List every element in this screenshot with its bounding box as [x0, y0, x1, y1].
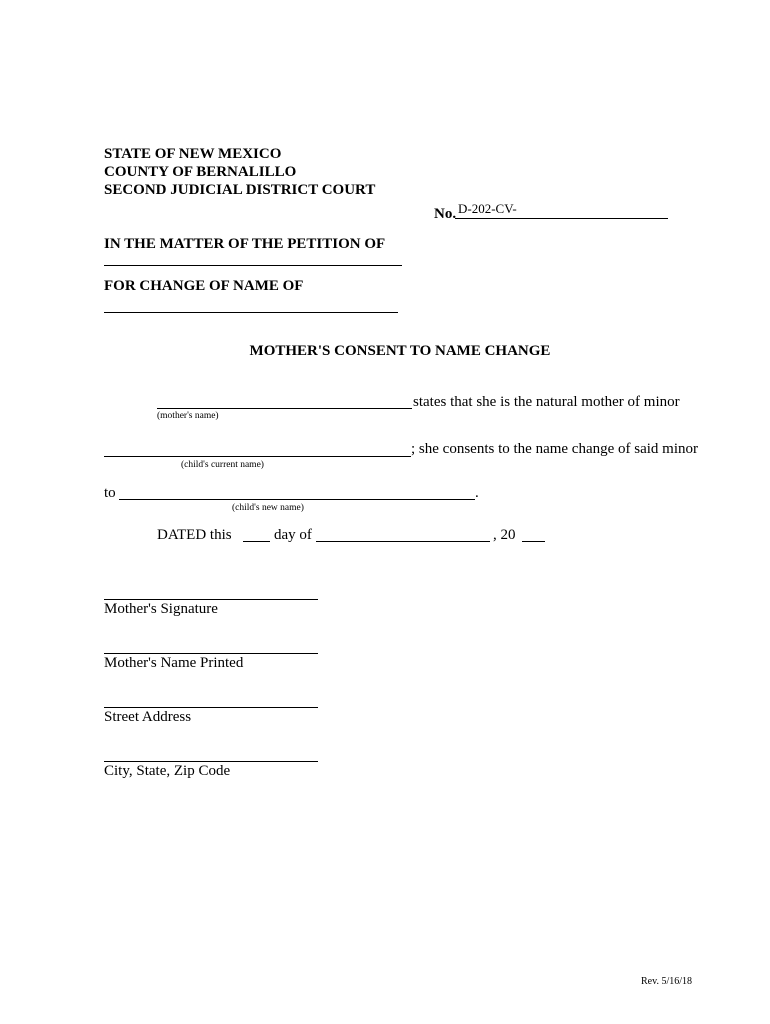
city-state-zip-field[interactable]	[104, 745, 318, 760]
name-printed-field[interactable]	[104, 637, 318, 652]
day-line	[243, 541, 270, 542]
day-field[interactable]	[243, 525, 270, 540]
city-state-zip-label: City, State, Zip Code	[104, 763, 231, 779]
case-number-field[interactable]	[520, 203, 666, 218]
name-printed-line	[104, 653, 318, 654]
minor-name-field[interactable]	[104, 296, 398, 311]
consent-to-period: .	[475, 485, 479, 501]
childs-new-name-caption: (child's new name)	[232, 503, 304, 513]
case-number-prefix: D-202-CV-	[458, 201, 517, 216]
mothers-name-caption: (mother's name)	[157, 411, 219, 421]
petitioner-line	[104, 265, 402, 266]
signature-label: Mother's Signature	[104, 601, 218, 617]
year-prefix: , 20	[493, 527, 516, 543]
change-of-name-label: FOR CHANGE OF NAME OF	[104, 278, 304, 294]
mothers-name-field[interactable]	[157, 392, 412, 407]
childs-current-name-caption: (child's current name)	[181, 460, 264, 470]
street-address-line	[104, 707, 318, 708]
court-name: SECOND JUDICIAL DISTRICT COURT	[104, 182, 376, 198]
signature-line	[104, 599, 318, 600]
name-printed-label: Mother's Name Printed	[104, 655, 244, 671]
petition-label: IN THE MATTER OF THE PETITION OF	[104, 236, 386, 252]
case-number-label: No.	[434, 206, 457, 222]
year-line	[522, 541, 545, 542]
dated-prefix: DATED this	[157, 527, 232, 543]
childs-new-name-field[interactable]	[119, 483, 475, 498]
revision-date: Rev. 5/16/18	[641, 976, 693, 987]
year-field[interactable]	[522, 525, 545, 540]
consent-to-prefix: to	[104, 485, 116, 501]
city-state-zip-line	[104, 761, 318, 762]
court-county: COUNTY OF BERNALILLO	[104, 164, 297, 180]
petitioner-field[interactable]	[104, 249, 402, 264]
consent-line2-text: ; she consents to the name change of said minor	[411, 441, 699, 457]
signature-field[interactable]	[104, 583, 318, 598]
day-of-text: day of	[274, 527, 312, 543]
minor-name-line	[104, 312, 398, 313]
childs-current-name-line	[104, 456, 411, 457]
childs-current-name-field[interactable]	[104, 440, 411, 455]
month-field[interactable]	[316, 525, 490, 540]
mothers-name-line	[157, 408, 412, 409]
document-title: MOTHER'S CONSENT TO NAME CHANGE	[249, 343, 551, 359]
consent-line1-text: states that she is the natural mother of minor	[413, 394, 680, 410]
childs-new-name-line	[119, 499, 475, 500]
month-line	[316, 541, 490, 542]
case-number-line	[455, 218, 668, 219]
street-address-label: Street Address	[104, 709, 192, 725]
court-state: STATE OF NEW MEXICO	[104, 146, 282, 162]
street-address-field[interactable]	[104, 691, 318, 706]
